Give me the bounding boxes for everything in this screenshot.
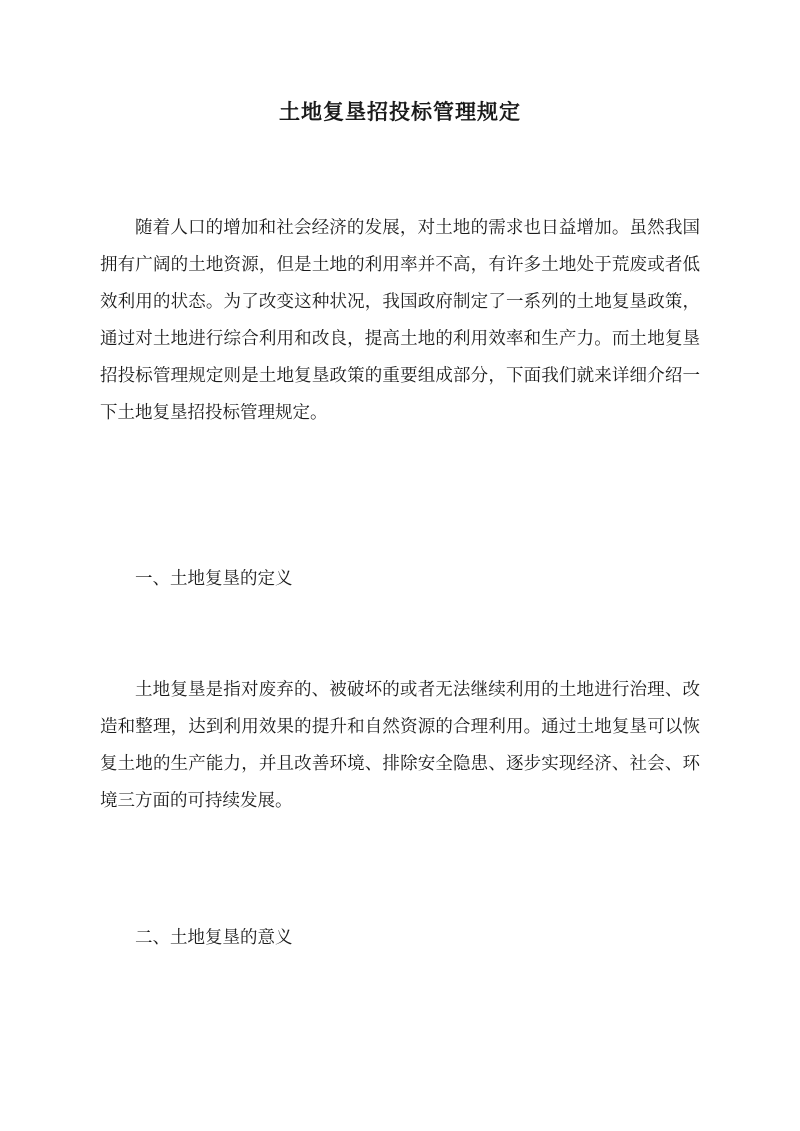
definition-paragraph: 土地复垦是指对废弃的、被破坏的或者无法继续利用的土地进行治理、改造和整理，达到利用效果的提升和自然资源的合理利用。通过土地复垦可以恢复土地的生产能力，并且改善环境、排除安全隐患、逐步实现经济、社会、环境三方面的可持续发展。 <box>100 680 700 811</box>
intro-paragraph: 随着人口的增加和社会经济的发展，对土地的需求也日益增加。虽然我国拥有广阔的土地资源，但是土地的利用率并不高，有许多土地处于荒废或者低效利用的状态。为了改变这种状况，我国政府制定了一系列的土地复垦政策，通过对土地进行综合利用和改良，提高土地的利用效率和生产力。而土地复垦招投标管理规定则是土地复垦政策的重要组成部分，下面我们就来详细介绍一下土地复垦招投标管理规定。 <box>100 218 700 423</box>
document-title: 土地复垦招投标管理规定 <box>279 99 521 124</box>
section-heading-definition: 一、土地复垦的定义 <box>135 569 293 589</box>
section-heading-significance: 二、土地复垦的意义 <box>135 928 293 948</box>
